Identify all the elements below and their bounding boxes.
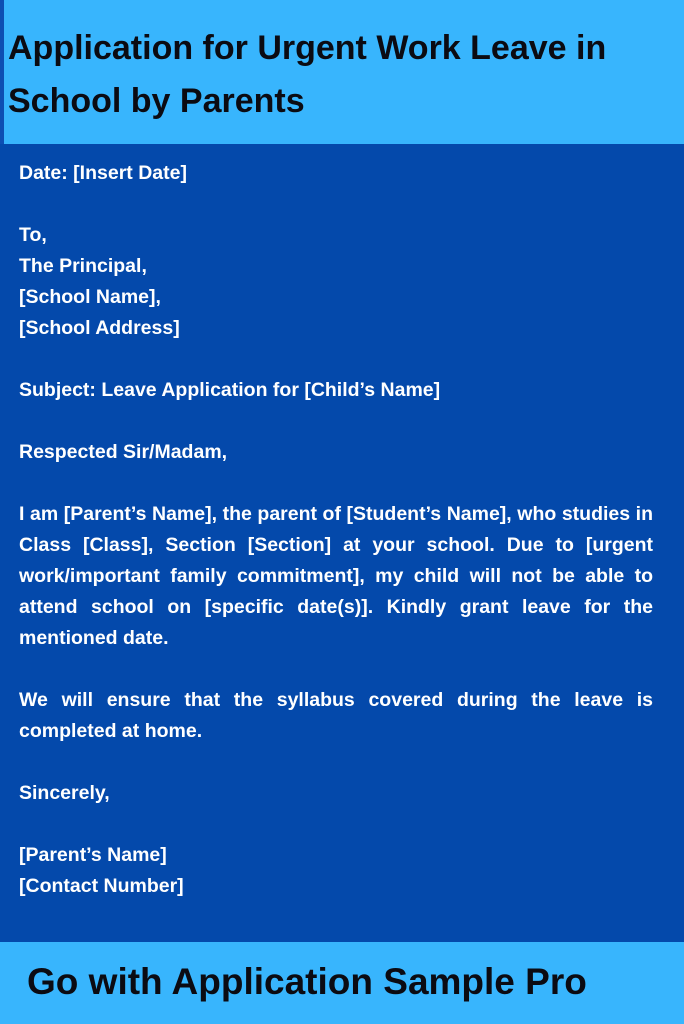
letter-school-address: [School Address] (19, 317, 180, 339)
spacer (19, 406, 653, 437)
spacer (19, 747, 653, 778)
footer-tagline: Go with Application Sample Pro (27, 961, 587, 1002)
page-title: Application for Urgent Work Leave in School by Parents (8, 29, 607, 120)
letter-date: Date: [Insert Date] (19, 162, 187, 184)
spacer (19, 809, 653, 840)
footer-banner (0, 942, 684, 1024)
letter-sender-name: [Parent’s Name] (19, 844, 167, 866)
letter-closing: Sincerely, (19, 782, 110, 804)
letter-body (19, 158, 653, 902)
letter-to: To, (19, 224, 47, 246)
letter-paragraph-request: I am [Parent’s Name], the parent of [Student’s Name], who studies in Class [Class], Section [Section] at your school. Due to [urgent work/important family commitment], my child will not be able to attend school on [specific date(s)]. Kindly grant leave for the mentioned date. (19, 503, 653, 649)
letter-sender-contact: [Contact Number] (19, 875, 184, 897)
spacer (19, 654, 653, 685)
letter-school-name: [School Name], (19, 286, 161, 308)
title-banner (0, 0, 684, 144)
spacer (19, 189, 653, 220)
letter-paragraph-assurance: We will ensure that the syllabus covered during the leave is completed at home. (19, 689, 653, 742)
letter-salutation: Respected Sir/Madam, (19, 441, 228, 463)
spacer (19, 468, 653, 499)
spacer (19, 344, 653, 375)
letter-subject: Subject: Leave Application for [Child’s Name] (19, 379, 441, 401)
letter-recipient: The Principal, (19, 255, 147, 277)
